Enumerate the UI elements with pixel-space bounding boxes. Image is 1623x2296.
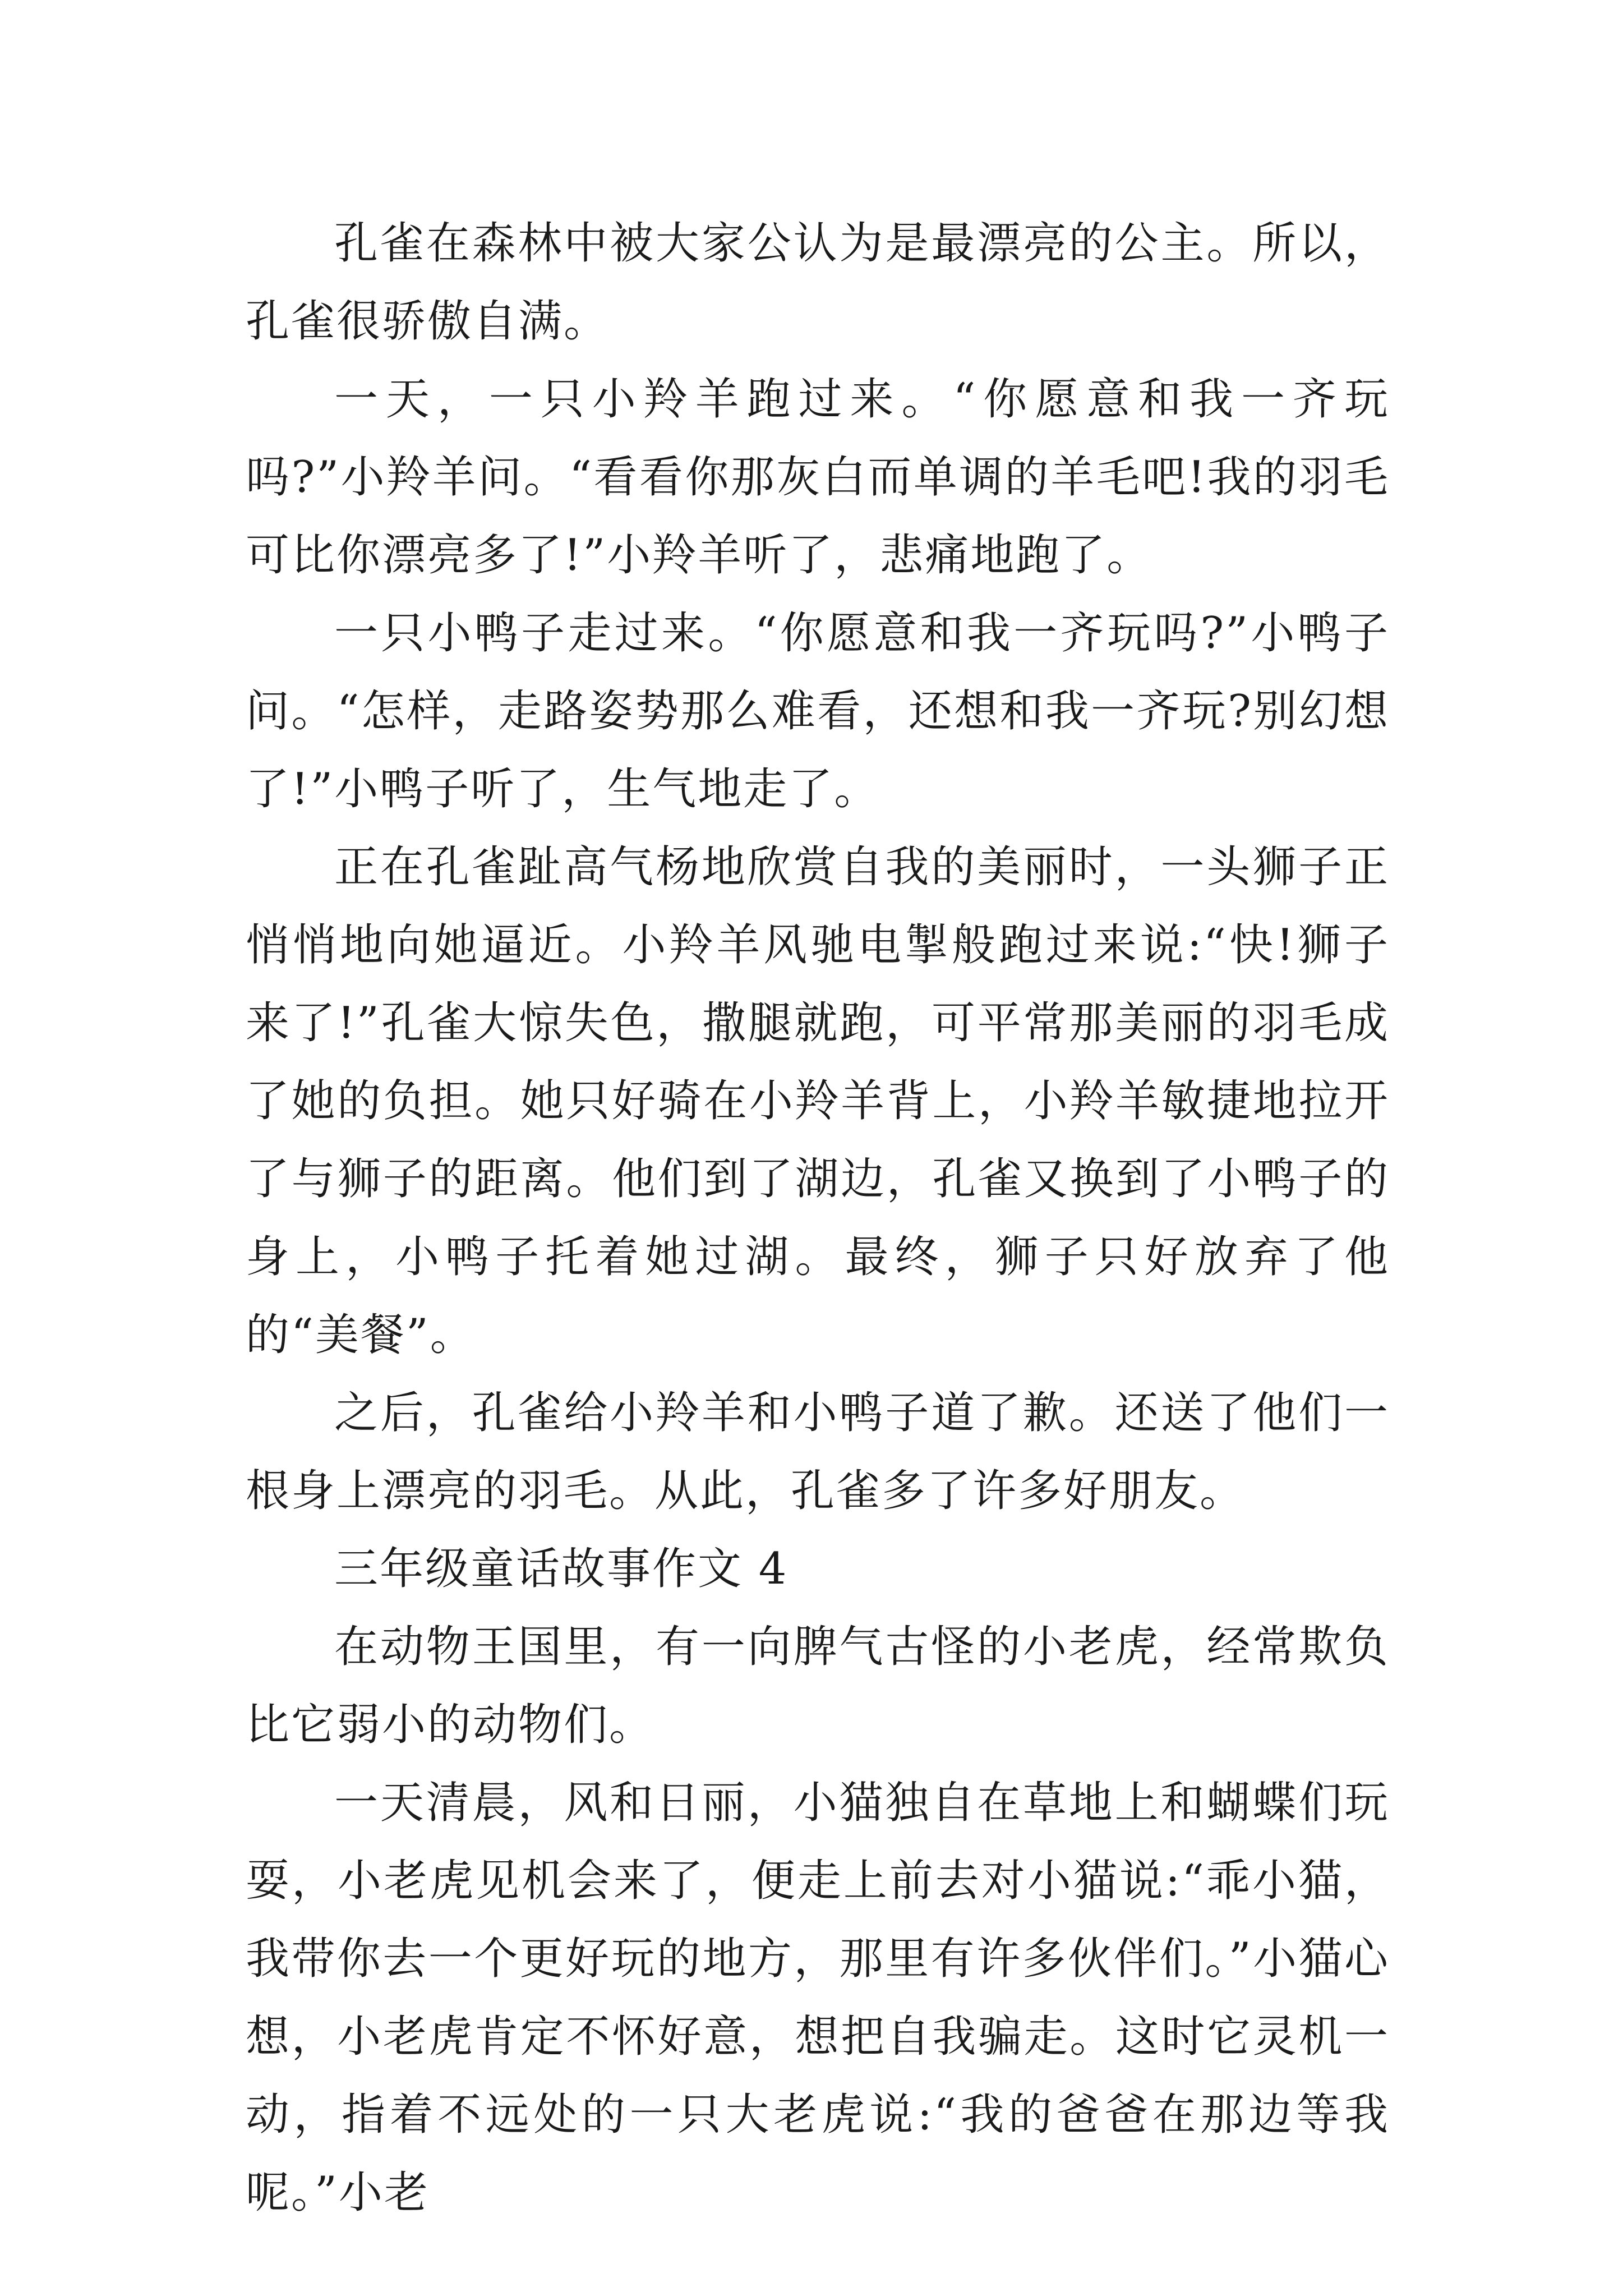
paragraph-kitten: 一天清晨，风和日丽，小猫独自在草地上和蝴蝶们玩耍，小老虎见机会来了，便走上前去对小猫说:“乖小猫，我带你去一个更好玩的地方，那里有许多伙伴们。”小猫心想，小老虎肯定不怀好意，想把自我骗走。这时它灵机一动，指着不远处的一只大老虎说:“我的爸爸在那边等我呢。”小老: [246, 1778, 1390, 2218]
section-heading: 三年级童话故事作文 4: [334, 1544, 789, 1594]
paragraph-tiger-intro: 在动物王国里，有一向脾气古怪的小老虎，经常欺负比它弱小的动物们。: [246, 1622, 1390, 1750]
paragraph-peacock-intro: 孔雀在森林中被大家公认为是最漂亮的公主。所以，孔雀很骄傲自满。: [246, 218, 1390, 347]
document-body: [246, 205, 1390, 2232]
paragraph-apology: 之后，孔雀给小羚羊和小鸭子道了歉。还送了他们一根身上漂亮的羽毛。从此，孔雀多了许多好朋友。: [246, 1388, 1390, 1516]
paragraph-duckling: 一只小鸭子走过来。“你愿意和我一齐玩吗?”小鸭子问。“怎样，走路姿势那么难看，还想和我一齐玩?别幻想了!”小鸭子听了，生气地走了。: [246, 608, 1390, 815]
paragraph-lion: 正在孔雀趾高气杨地欣赏自我的美丽时，一头狮子正悄悄地向她逼近。小羚羊风驰电掣般跑过来说:“快!狮子来了!”孔雀大惊失色，撒腿就跑，可平常那美丽的羽毛成了她的负担。她只好骑在小羚羊背上，小羚羊敏捷地拉开了与狮子的距离。他们到了湖边，孔雀又换到了小鸭子的身上，小鸭子托着她过湖。最终，狮子只好放弃了他的“美餐”。: [246, 842, 1390, 1360]
paragraph-antelope: 一天，一只小羚羊跑过来。“你愿意和我一齐玩吗?”小羚羊问。“看看你那灰白而单调的羊毛吧!我的羽毛可比你漂亮多了!”小羚羊听了，悲痛地跑了。: [246, 374, 1390, 581]
